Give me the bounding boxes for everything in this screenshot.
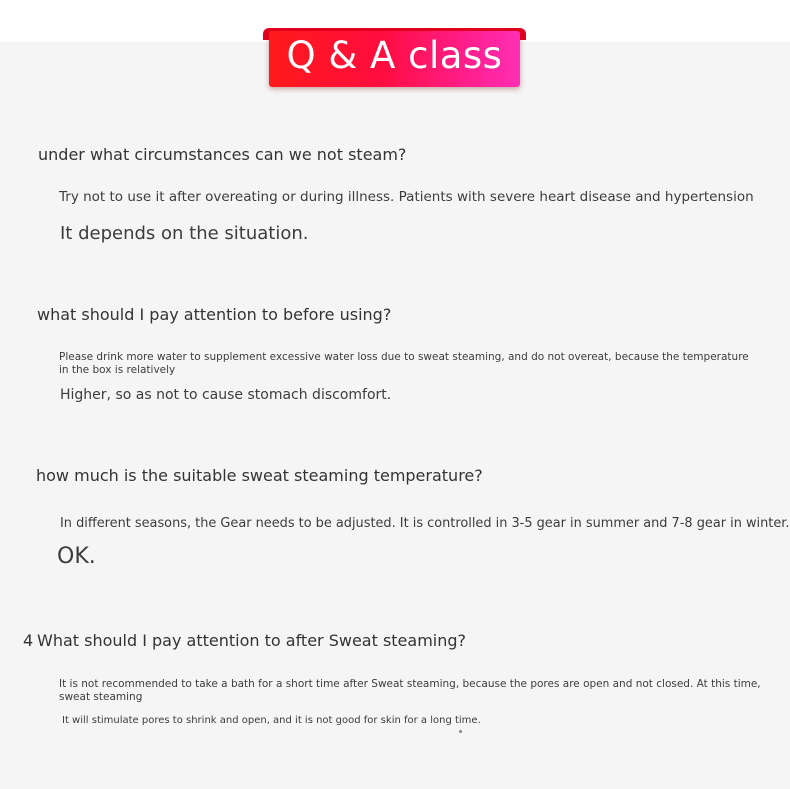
question-4-marker: 4 (23, 631, 34, 650)
decorative-dot (459, 730, 462, 733)
answer-1-line-2: It depends on the situation. (60, 223, 309, 244)
question-3 (22, 466, 483, 485)
question-2 (23, 305, 391, 324)
page-title: Q & A class (286, 34, 503, 77)
answer-4-line-1: It is not recommended to take a bath for a short time after Sweat steaming, because the pores are open and not closed. At this time, sweat steaming (59, 678, 761, 703)
title-badge (269, 31, 520, 87)
answer-2-line-2: Higher, so as not to cause stomach discomfort. (60, 387, 392, 403)
answer-3-line-2: OK. (57, 544, 96, 569)
answer-1-line-1: Try not to use it after overeating or during illness. Patients with severe heart disease and hypertension (59, 189, 754, 205)
question-1-text: under what circumstances can we not steam? (38, 145, 407, 164)
answer-3-line-1: In different seasons, the Gear needs to be adjusted. It is controlled in 3-5 gear in summer and 7-8 gear in winter. (60, 516, 790, 531)
question-4-text: What should I pay attention to after Sweat steaming? (37, 631, 467, 650)
question-3-text: how much is the suitable sweat steaming temperature? (36, 466, 483, 485)
question-4 (23, 631, 466, 650)
answer-2-line-1: Please drink more water to supplement excessive water loss due to sweat steaming, and do not overeat, because the temperature in the box is relatively (59, 351, 749, 376)
answer-4-line-2: It will stimulate pores to shrink and open, and it is not good for skin for a long time. (62, 715, 481, 726)
question-2-text: what should I pay attention to before using? (37, 305, 392, 324)
question-1 (24, 145, 406, 164)
